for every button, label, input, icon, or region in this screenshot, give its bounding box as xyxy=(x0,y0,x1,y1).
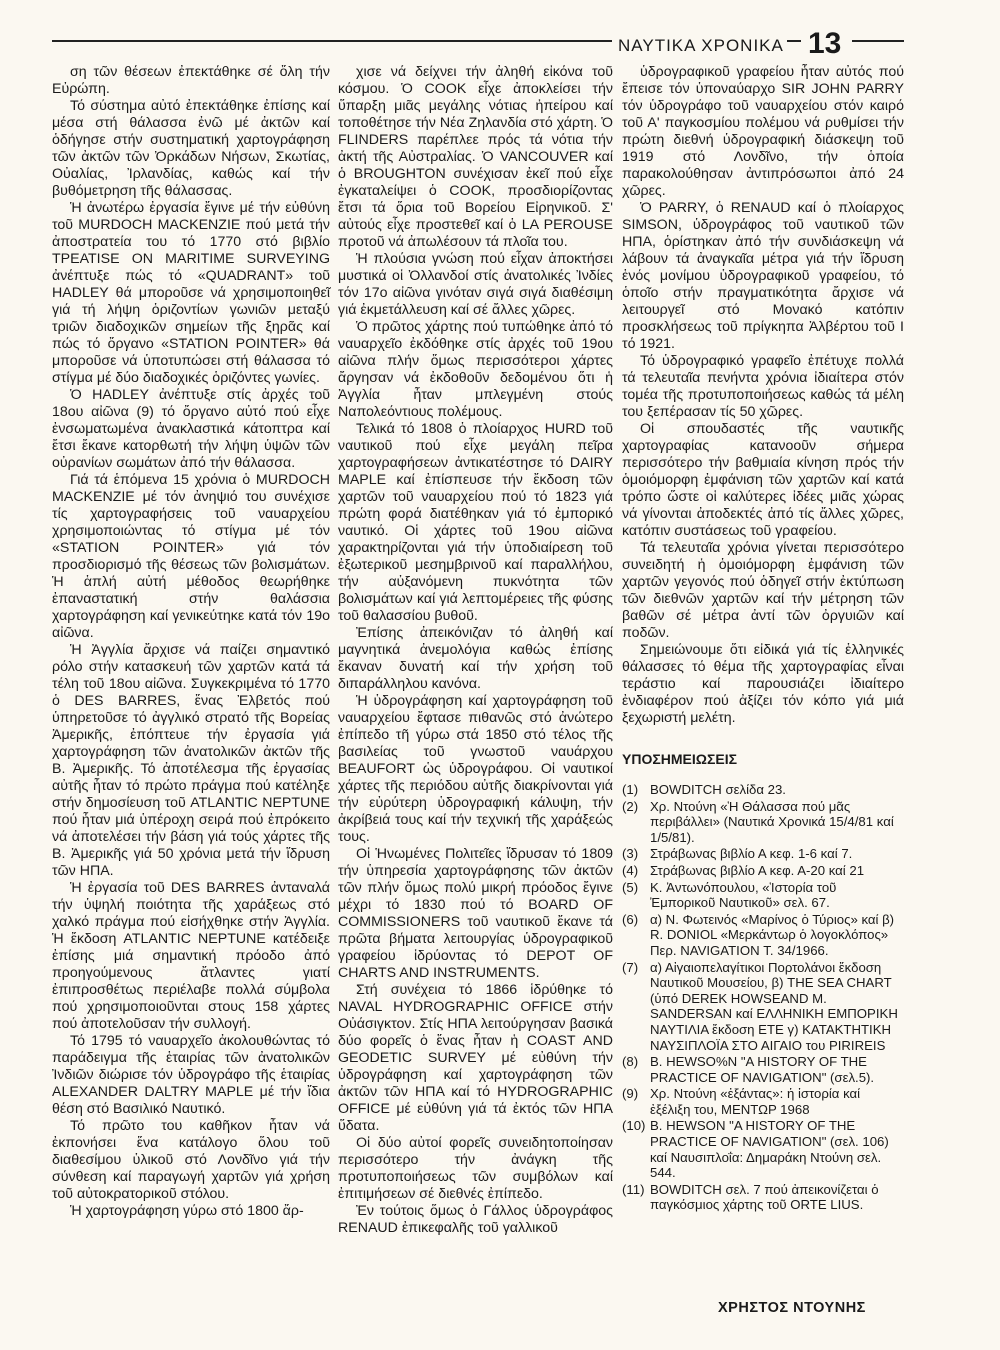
paragraph: Ὁ πρῶτος χάρτης πού τυπώθηκε ἀπό τό ναυαρχεῖο ἐκδόθηκε στίς ἀρχές τοῦ 19ου αἰῶνα πλήν ὅμως περισσότεροι χάρτες ἄργησαν νά ἐκδοθοῦν δεδομένου ὅτι ἡ Ἀγγλία ἦταν μπλεγμένη στούς Ναπολεόντιους πολέμους. xyxy=(338,319,613,420)
footnote xyxy=(622,846,904,862)
paragraph: Σημειώνουμε ὅτι εἰδικά γιά τίς ἑλληνικές θάλασσες τό θέμα τῆς χαρτογραφίας εἶναι τεράστιο καί παρουσιάζει ἰδιαίτερο ἐνδιαφέρον πού ἀξίζει τόν κόπο γιά μιά ξεχωριστή μελέτη. xyxy=(622,642,904,726)
paragraph: Τελικά τό 1808 ὁ πλοίαρχος HURD τοῦ ναυτικοῦ πού εἶχε μεγάλη πεῖρα χαρτογραφήσεων ἀντικατέστησε τό DAIRY MAPLE καί ἐπίσπευσε τήν ἔκδοση τῶν χαρτῶν τοῦ ναυαρχείου πού τό 1823 γιά πρώτη φορά διατέθηκαν γιά τό ἐμπορικό ναυτικό. Οἱ χάρτες τοῦ 19ου αἰῶνα χαρακτηρίζονται γιά τήν ὑποδιαίρεση τοῦ ἐξωτερικοῦ μεσημβρινοῦ καί παραλλήλου, τήν αὐξανόμενη πυκνότητα τῶν βολισμάτων καί γιά λεπτομέρειες τῆς φύσης τοῦ θαλασσίου βυθοῦ. xyxy=(338,421,613,624)
footnote-text: B. HEWSO%N "A HISTORY OF THE PRACTICE OF NAVIGATION" (σελ.5). xyxy=(650,1054,875,1085)
paragraph: Οἱ σπουδαστές τῆς ναυτικῆς χαρτογραφίας κατανοοῦν σήμερα περισσότερο τήν βαθμιαία κίνηση πρός τήν ὁμοιόμορφη ἐμφάνιση τῶν χαρτῶν καί κατά τρόπο ὥστε οἱ καλύτερες ἰδέες μιᾶς χώρας νά γίνονται ἀποδεκτές ἀπό τίς ἄλλες χῶρες, κατόπιν συστάσεως τοῦ γραφείου. xyxy=(622,421,904,539)
footnote-number: (4) xyxy=(622,862,639,878)
paragraph: Στή συνέχεια τό 1866 ἱδρύθηκε τό NAVAL HYDROGRAPHIC OFFICE στήν Οὐάσιγκτον. Στίς ΗΠΑ λειτούργησαν βασικά δύο φορεῖς ὁ ἕνας ἦταν ἡ COAST AND GEODETIC SURVEY μέ εὐθύνη τήν ὑδρογράφηση καί χαρτογράφηση τῶν ἀκτῶν τῶν ΗΠΑ καί τό HYDROGRAPHIC OFFICE μέ εὐθύνη γιά τά ἐκτός τῶν ΗΠΑ ὕδατα. xyxy=(338,982,613,1134)
magazine-title: ΝΑΥΤΙΚΑ ΧΡΟΝΙΚΑ xyxy=(618,36,784,55)
footnote xyxy=(622,1118,904,1180)
footnote xyxy=(622,1182,904,1213)
paragraph: Ἡ χαρτογράφηση γύρω στό 1800 ἄρ- xyxy=(70,1203,304,1219)
footnote xyxy=(622,960,904,1054)
footnote-text: BOWDITCH σελ. 7 πού ἀπεικονίζεται ὁ παγκόσμιος χάρτης τοῦ ORTE LIUS. xyxy=(650,1181,879,1213)
footnote-number: (2) xyxy=(622,798,639,814)
paragraph: ὑδρογραφικοῦ γραφείου ἦταν αὐτός πού ἔπεισε τόν ὑποναύαρχο SIR JOHN PARRY τόν ὑδρογράφο τοῦ ναυαρχείου στόν καιρό τοῦ Α' παγκοσμίου πολέμου νά ρυθμίσει τήν πρώτη διεθνή ὑδρογραφική διάσκεψη τοῦ 1919 στό Λονδῖνο, τήν ὁποία παρακολούθησαν ἀντιπρόσωποι ἀπό 24 χῶρες. xyxy=(622,64,904,199)
footnote xyxy=(622,863,904,879)
footnote-number: (7) xyxy=(622,959,639,975)
footnote-text: BOWDITCH σελίδα 23. xyxy=(650,782,786,797)
footnote xyxy=(622,880,904,911)
paragraph: Ἡ ὑδρογράφηση καί χαρτογράφηση τοῦ ναυαρχείου ἔφτασε πιθανῶς στό ἀνώτερο ἐπίπεδο τῆ γύρω στά 1850 στό τέλος τῆς βασιλείας τοῦ γνωστοῦ ναυάρχου BEAUFORT ὡς ὑδρογράφου. Οἱ ναυτικοί χάρτες τῆς περιόδου αὐτῆς διακρίνονται γιά τήν εὐρύτερη ὑδρογραφική κάλυψη, τήν ἀκρίβειά τους καί τήν τεχνική τῆς χαράξεώς τους. xyxy=(338,693,613,845)
footnote-number: (8) xyxy=(622,1054,639,1070)
paragraph: Ἡ πλούσια γνώση πού εἶχαν ἀποκτήσει μυστικά οἱ Ὀλλανδοί στίς ἀνατολικές Ἰνδίες τόν 17ο αἰῶνα γινόταν σιγά σιγά διαθέσιμη γιά ἐκμετάλλευση καί σέ ἄλλες χῶρες. xyxy=(338,251,613,318)
footnote-text: α) Αἰγαιοπελαγίτικοι Πορτολάνοι ἔκδοση Ναυτικοῦ Μουσείου, β) THE SEA CHART (ὑπό DEREK HOWSEAND M. SANDERSAN καί ΕΛΛΗΝΙΚΗ ΕΜΠΟΡΙΚΗ ΝΑΥΤΙΛΙΑ ἔκδοση ΕΤΕ γ) ΚΑΤΑΚΤΗΤΙΚΗ ΝΑΥΣΙΠΛΟΪΑ ΣΤΟ ΑΙΓΑΙΟ του PIRIREIS xyxy=(650,959,898,1053)
footnote-number: (6) xyxy=(622,911,639,927)
footnote xyxy=(622,1054,904,1085)
paragraph: Ἐν τούτοις ὅμως ὁ Γάλλος ὑδρογράφος RENAUD ἐπικεφαλῆς τοῦ γαλλικοῦ xyxy=(338,1203,613,1236)
footnote-number: (5) xyxy=(622,879,639,895)
paragraph: Οἱ Ἡνωμένες Πολιτεῖες ἵδρυσαν τό 1809 τήν ὑπηρεσία χαρτογράφησης τῶν ἀκτῶν τῶν πλήν ὅμως πολύ μικρή πρόοδος ἔγινε μέχρι τό 1830 πού τό BOARD OF COMMISSIONERS τοῦ ναυτικοῦ ἔκανε τά πρῶτα βήματα λειτουργίας ὑδρογραφικοῦ γραφείου ἱδρύοντας τό DEPOT OF CHARTS AND INSTRUMENTS. xyxy=(338,846,613,981)
paragraph: Γιά τά ἑπόμενα 15 χρόνια ὁ MURDOCH MACKENZIE μέ τόν ἀνηψιό του συνέχισε τίς χαρτογραφήσεις τοῦ ναυαρχείου χρησιμοποιώντας τό στίγμα μέ τόν «STATION POINTER» γιά τόν προσδιορισμό τῆς θέσεως τῶν βολισμάτων. Ἡ ἁπλή αὐτή μέθοδος θεωρήθηκε ἐπαναστατική στήν θαλάσσια χαρτογράφηση καί γενικεύτηκε κατά τόν 19ο αἰῶνα. xyxy=(52,472,330,641)
paragraph: ση τῶν θέσεων ἐπεκτάθηκε σέ ὅλη τήν Εὐρώπη. xyxy=(52,64,330,97)
header-rule-mid xyxy=(787,40,801,42)
paragraph: Τά τελευταῖα χρόνια γίνεται περισσότερο συνειδητή ἡ ὁμοιόμορφη ἐμφάνιση τῶν χαρτῶν γεγονός πού ὁδηγεῖ στήν ἐκτύπωση τῶν διεθνῶν χαρτῶν καί τήν μέτρηση τῶν βαθῶν σέ μέτρα ἀντί τῶν ὀργυιῶν καί ποδῶν. xyxy=(622,540,904,641)
paragraph: Τό ὑδρογραφικό γραφεῖο ἐπέτυχε πολλά τά τελευταῖα πενήντα χρόνια ἰδιαίτερα στόν τομέα τῆς προτυποποιήσεως καθώς τά μέλη του ξεπέρασαν τίς 50 χῶρες. xyxy=(622,353,904,420)
footnote-text: Χρ. Ντούνη «ἐξάντας»: ἡ ἱστορία καί ἐξέλιξη του, ΜΕΝΤΩΡ 1968 xyxy=(650,1086,861,1117)
footnote xyxy=(622,799,904,846)
paragraph: Τό 1795 τό ναυαρχεῖο ἀκολουθώντας τό παράδειγμα τῆς ἑταιρίας τῶν ἀνατολικῶν Ἰνδιῶν διώρισε τόν ὑδρογράφο τῆς ἑταιρίας ALEXANDER DALTRY MAPLE μέ τήν ἴδια θέση στό Βασιλικό Ναυτικό. xyxy=(52,1033,330,1117)
paragraph: Ἡ ἀνωτέρω ἐργασία ἔγινε μέ τήν εὐθύνη τοῦ MURDOCH MACKENZIE πού μετά τήν ἀποστρατεία του τό 1770 στό βιβλίο ΤΡΕΑΤΙSE ON MARITIME SURVEYING ἀνέπτυξε πώς τό «QUADRANT» τοῦ HADLEY θά μποροῦσε νά χρησιμοποιηθεῖ γιά τή λήψη ὁριζοντίων γωνιῶν μεταξύ τριῶν διαδοχικῶν σημείων τῆς ξηρᾶς καί πώς τό ὄργανο «STATION POINTER» θά μποροῦσε νά ὑποτυπώσει στή θάλασσα τό στίγμα μέ δύο διαδοχικές ὁριζόντες γωνίες. xyxy=(52,200,330,386)
paragraph: χισε νά δείχνει τήν ἀληθή εἰκόνα τοῦ κόσμου. Ὁ COOK εἶχε ἀποκλείσει τήν ὕπαρξη μιᾶς μεγάλης νότιας ἠπείρου καί τοποθέτησε τήν Νέα Ζηλανδία στό χάρτη. Ὁ FLINDERS παρέπλεε πρός τά νότια τήν ἀκτή τῆς Αὐστραλίας. Ὁ VANCOUVER καί ὁ BROUGHTON συνέχισαν ἐκεῖ πού εἶχε ἐγκαταλείψει ὁ COOK, προσδιορίζοντας ἔτσι τά ὅρια τοῦ Βορείου Εἰρηνικοῦ. Σ' αὐτούς εἶχε προστεθεῖ καί ὁ LA PEROUSE προτοῦ νά ἀπωλέσουν τά πλοῖα του. xyxy=(338,64,613,250)
header-rule-left xyxy=(52,40,612,42)
footnotes-list xyxy=(622,782,904,1213)
footnote-text: Χρ. Ντούνη «Ἡ Θάλασσα πού μᾶς περιβάλλει» (Ναυτικά Χρονικά 15/4/81 καί 1/5/81). xyxy=(650,798,894,845)
footnote-text: α) Ν. Φωτεινός «Μαρίνος ὁ Τύριος» καί β) R. DONIOL «Μερκάντωρ ὁ λογοκλόπος» Περ. NAVIGATION Τ. 34/1966. xyxy=(650,911,895,958)
footnote-text: B. HEWSON "A HISTORY OF THE PRACTICE OF NAVIGATION" (σελ. 106) καί Ναυσιπλοΐα: Δημαράκη Ντούνη σελ. 544. xyxy=(650,1118,889,1181)
footnote-number: (1) xyxy=(622,782,639,797)
footnote-text: Κ. Ἀντωνόπουλου, «Ἱστορία τοῦ Ἐμπορικοῦ Ναυτικοῦ» σελ. 67. xyxy=(650,879,837,911)
column-3 xyxy=(622,64,904,1214)
footnotes-heading: ΥΠΟΣΗΜΕΙΩΣΕΙΣ xyxy=(622,751,737,767)
footnote-text: Στράβωνας βιβλίο Α κεφ. 1-6 καί 7. xyxy=(650,846,853,862)
footnote xyxy=(622,782,904,798)
footnote-number: (10) xyxy=(622,1118,646,1134)
paragraph: Οἱ δύο αὐτοί φορεῖς συνειδητοποίησαν περισσότερο τήν ἀνάγκη τῆς προτυποποιήσεως τῶν συμβόλων καί ἐπιτιμήσεων σέ διεθνές ἐπίπεδο. xyxy=(338,1135,613,1202)
footnote-number: (11) xyxy=(622,1181,645,1197)
column-1 xyxy=(52,64,330,1220)
footnote xyxy=(622,912,904,959)
column-3-body xyxy=(622,64,904,727)
page-number: 13 xyxy=(808,27,842,60)
footnote xyxy=(622,1086,904,1117)
paragraph: Τό σύστημα αὐτό ἐπεκτάθηκε ἐπίσης καί μέσα στή θάλασσα ἐνῶ μέ ἀκτῶν καί ὁδήγησε στήν συστηματική χαρτογράφηση τῶν ἀκτῶν τῶν Ὀρκάδων Νήσων, Σκωτίας, Οὐαλίας, Ἰρλανδίας, καθώς καί τήν βυθόμετρηση τῆς θάλασσας. xyxy=(52,98,330,199)
column-2 xyxy=(338,64,613,1237)
paragraph: Ὁ HADLEY ἀνέπτυξε στίς ἀρχές τοῦ 18ου αἰῶνα (9) τό ὄργανο αὐτό πού εἶχε ἐνσωματωμένα ἀνακλαστικά κάτοπτρα καί ἔτσι ἔκανε κατορθωτή τήν λήψη ὑψῶν τῶν οὐρανίων σωμάτων ἀπό τήν θάλασσα. xyxy=(52,387,330,471)
footnote-number: (3) xyxy=(622,846,639,862)
paragraph: Ἐπίσης ἀπεικόνιζαν τό ἀληθή καί μαγνητικά ἀνεμολόγια καθώς ἐπίσης ἔκαναν δυνατή καί τήν χρήση τοῦ διπαράλληλου κανόνα. xyxy=(338,625,613,692)
header-rule-right xyxy=(852,40,904,42)
footnote-number: (9) xyxy=(622,1086,639,1102)
paragraph: Ἡ Ἀγγλία ἄρχισε νά παίζει σημαντικό ρόλο στήν κατασκευή τῶν χαρτῶν κατά τά τέλη τοῦ 18ου αἰῶνα. Συγκεκριμένα τό 1770 ὁ DES BARRES, ἕνας Ἐλβετός πού ὑπηρετοῦσε τό ἀγγλικό στρατό τῆς Βορείας Ἀμερικῆς, ἐπόπτευε τήν ἐργασία γιά χαρτογράφηση τῶν ἀνατολικῶν ἀκτῶν τῆς Β. Ἀμερικῆς. Τό ἀποτέλεσμα τῆς ἐργασίας αὐτῆς ἦταν τό πρώτο πράγμα πού κατέληξε στήν δημοσίευση τοῦ ATLANTIC NEPTUNE πού ἦταν μιά ὑπέροχη σειρά πού ἐπρόκειτο νά ἀποτελέσει τήν βάση γιά τούς χάρτες τῆς Β. Ἀμερικῆς γιά 50 χρόνια μετά τήν ἵδρυση τῶν ΗΠΑ. xyxy=(52,642,330,879)
paragraph: Ἡ ἐργασία τοῦ DES BARRES ἀνταναλά τήν ὑψηλή ποιότητα τῆς χαράξεως στό χαλκό πράγμα πού εἰσήχθηκε στήν Ἀγγλία. Ἡ ἔκδοση ATLANTIC NEPTUNE κατέδειξε ἐπίσης μιά σημαντική πρόοδο ἀπό προηγούμενους ἄτλαντες γιατί ἐπιπροσθέτως περιέλαβε πολλά σύμβολα πού χρησιμοποιοῦνται στους 158 χάρτες πού ἀποτελοῦσαν τήν συλλογή. xyxy=(52,880,330,1032)
paragraph: Τό πρῶτο του καθῆκον ἦταν νά ἐκπονήσει ἕνα κατάλογο ὅλου τοῦ διαθεσίμου ὑλικοῦ στό Λονδῖνο γιά τήν σύνθεση καί παραγωγή χαρτῶν γιά χρήση τοῦ αὐτοκρατορικοῦ στόλου. xyxy=(52,1118,330,1202)
paragraph: Ὁ PARRY, ὁ RENAUD καί ὁ πλοίαρχος SIMSON, ὑδρογράφος τοῦ ναυτικοῦ τῶν ΗΠΑ, ὁρίστηκαν ἀπό τήν συνδιάσκεψη νά λάβουν τά ἀναγκαῖα μέτρα γιά τήν ἵδρυση ἑνός μονίμου ὑδρογραφικοῦ γραφείου, τό ὁποῖο στήν πραγματικότητα ἄρχισε νά λειτουργεῖ στό Μονακό κατόπιν προσκλήσεως τοῦ πρίγκηπα Ἀλβέρτου τοῦ Ι τό 1921. xyxy=(622,200,904,352)
footnote-text: Στράβωνας βιβλίο Α κεφ. Α-20 καί 21 xyxy=(650,862,865,878)
author-name: ΧΡΗΣΤΟΣ ΝΤΟΥΝΗΣ xyxy=(718,1300,866,1316)
